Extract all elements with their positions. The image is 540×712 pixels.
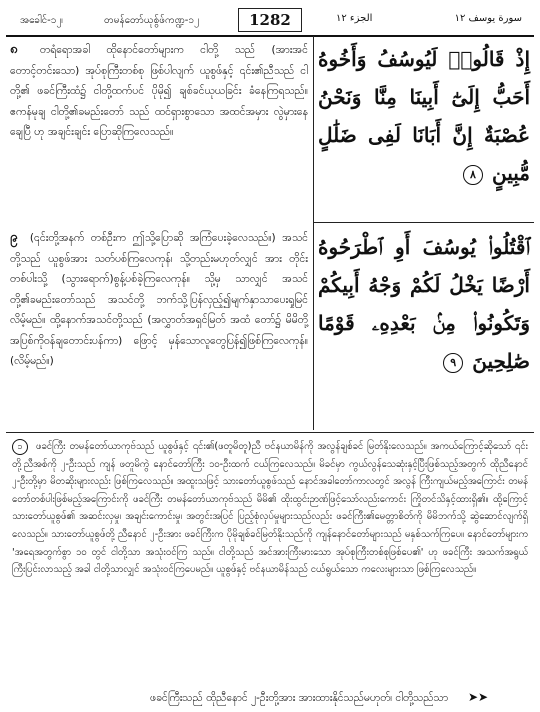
header-divider [6, 35, 534, 37]
footnote-text: ဖခင်ကြီး တမန်တော်ယာကုဗ်သည် ယူစွဖ်နှင့် ၎င်း၏(ဖတူမိတူ)ညီ ဗင်နယာမိန်ကို အလွန်ချစ်ခင် မြတ်နိုးလေသည်။ အကယ်ကြောင့်ဆိုသော် ၎င်းတို့ညီအစ်ကို ၂-ဦးသည် ကျန် ဖတူမိကွဲ နောင်တော်ကြီး ၁၀-ဦးထက် ငယ်ကြလေသည်။ မိခင်မှာ ကွယ်လွန်သေဆုံးနှင့်ပြီးဖြစ်သည့်အတွက် ထိုညီနောင် ၂-ဦးတို့မှာ မိတဆိုးများလည်း ဖြစ်ကြလေသည်။ အထူးသဖြင့် သားတော်ယူစွဖ်သည် နောင်အခါတော်ကာလတွင် အလွန် ကြီးကျယ်မည့်အကြောင်း တမန်တော်တစ်ပါးဖြစ်မည့်အကြောင်းကို ဖခင်ကြီး တမန်တော်ယာကုဗ်သည် မိမိ၏ ထိုးထွင်းဉာဏ်ဖြင့်သော်လည်းကောင်း ကြိုတင်သိနှင့်ထားရှိ၏။ ထို့ကြောင့် သားတော်ယူစွဖ်၏ အဆင်းလှမှု၊ အချင်းကောင်းမှု၊ အတွင်းအပြင် ပြည့်စုံလှပ်မှုများသည်လည်း ဖခင်ကြီး၏မေတ္တာစိတ်ကို မိမိဘက်သို့ ဆွဲဆောင်လျက်ရှိလေသည်။ သားတော်ယူစွဖ်တို့ ညီနောင် ၂-ဦးအား ဖခင်ကြီးက ပိုမိုချစ်ခင်မြတ်နိုးသည်ကို ကျန်နောင်တော်များသည် မနှစ်သက်ကြပေ။ နောင်တော်များက 'အရေအတွက်စွာ ၁၀ တွင် ငါတို့သာ အသုံးဝင်ကြ သည်။ ငါတို့သည် အင်အားကြီးမားသော အုပ်စုကြီးတစ်စုဖြစ်ပေ၏' ဟု ဖခင်ကြီး အသက်အရွယ်ကြီးပြင်းလာသည့် အခါ ငါတို့သာလျှင် အသုံးဝင်ကြပေမည်။ ယူစွဖ်နှင့် ဗင်နယာမိန်သည် ငယ်ရွယ်သော ကလေးများသာ ဖြစ်ကြလေသည်။ [12, 441, 528, 576]
header-chapter: အခေါင်-၁၂၊ [20, 15, 63, 26]
verse-divider [313, 222, 534, 223]
verse-8-arabic [318, 40, 530, 192]
footnote-divider [6, 432, 534, 433]
verse-9-arabic [318, 228, 530, 380]
continue-arrow-icon: ➤➤ [468, 690, 489, 704]
header-juz: الجزء ١٢ [336, 13, 373, 24]
translation-text: တရံရောအခါ ထိုနောင်တော်များက ငါတို့ သည် (အားအင်တောင့်တင်းသော) အုပ်စုကြီးတစ်စု ဖြစ်ပါလျက် ယူစွဖ်နှင့် ၎င်း၏ညီသည် ငါတို့၏ ဖခင်ကြီးထံ၌ ငါတို့ထက်ပင် ပိုမို၍ ချစ်ခင်ယုယခြင်း ခံနေကြရသည်။ ဧကန်မုချ ငါတို့၏ခမည်းတော် သည် ထင်ရှားစွာသော အထင်အမှား လွဲမှားနေချေပြီ ဟု အချင်းချင်း ပြောဆိုကြလေသည်။ [10, 44, 308, 138]
verse-8-translation [10, 40, 308, 143]
verse-number: ၈ [10, 42, 18, 57]
arabic-text: ٱقْتُلُوا۟ يُوسُفَ أَوِ ٱطْرَحُوهُ أَرْضًا يَخْلُ لَكُمْ وَجْهُ أَبِيكُمْ وَتَكُونُوا۟ مِنۢ بَعْدِهِۦ قَوْمًا صَٰلِحِينَ [318, 235, 530, 373]
ayah-number-marker: ٨ [463, 165, 483, 185]
arabic-text: إِذْ قَالُوا۟ لَيُوسُفُ وَأَخُوهُ أَحَبُّ إِلَىٰٓ أَبِينَا مِنَّا وَنَحْنُ عُصْبَةٌ إِنَّ أَبَانَا لَفِى ضَلَٰلٍ مُّبِينٍ [318, 47, 530, 185]
column-divider [313, 36, 314, 430]
continuation-line: ဖခင်ကြီးသည် ထိုညီနောင် ၂-ဦးတို့အား အားထားနိုင်သည်မဟုတ်၊ ငါတို့သည်သာ [150, 692, 449, 704]
header-section: တမန်တော်ယုစွ်ဖ်ကဏ္ဍ-၁၂ [104, 15, 199, 26]
page-number: 1282 [238, 8, 302, 32]
footnote-marker: ၁ [12, 439, 28, 455]
header-surah: سورة يوسف ١٢ [454, 13, 522, 24]
verse-number: ၉ [10, 230, 18, 245]
footnote [12, 438, 528, 579]
ayah-number-marker: ٩ [443, 353, 463, 373]
verse-9-translation [10, 228, 308, 372]
translation-text: (၎င်းတို့အနက် တစ်ဦးက ဤသို့ပြောဆို အကြံပေးခဲ့လေသည်။) အသင်တို့သည် ယူစွဖ်အား သတ်ပစ်ကြလေကုန်၊ သို့တည်းမဟုတ်လျှင် အား တိုင်း တစ်ပါးသို့ (သွားရောက်)စွန့်ပစ်ခဲ့ကြလေကုန်။ သို့မှ သာလျှင် အသင်တို့၏ခမည်းတော်သည် အသင်တို့ ဘက်သို့ပြန်လှည့်၍မျက်နှာသာပေးရှုမြင်လိမ့်မည်။ ထို့နောက်အသင်တို့သည် (အလွှာတ်အရှင်မြတ် အထံ တော်၌ မိမိတို့အပြစ်ကိုဝန်ချတောင်းပန်ကာ) ဖြောင့် မှန်သောလူတွေပြန်၍ဖြစ်ကြလေကုန်။ (လိမ့်မည်။) [10, 232, 308, 367]
page-header [6, 4, 534, 34]
